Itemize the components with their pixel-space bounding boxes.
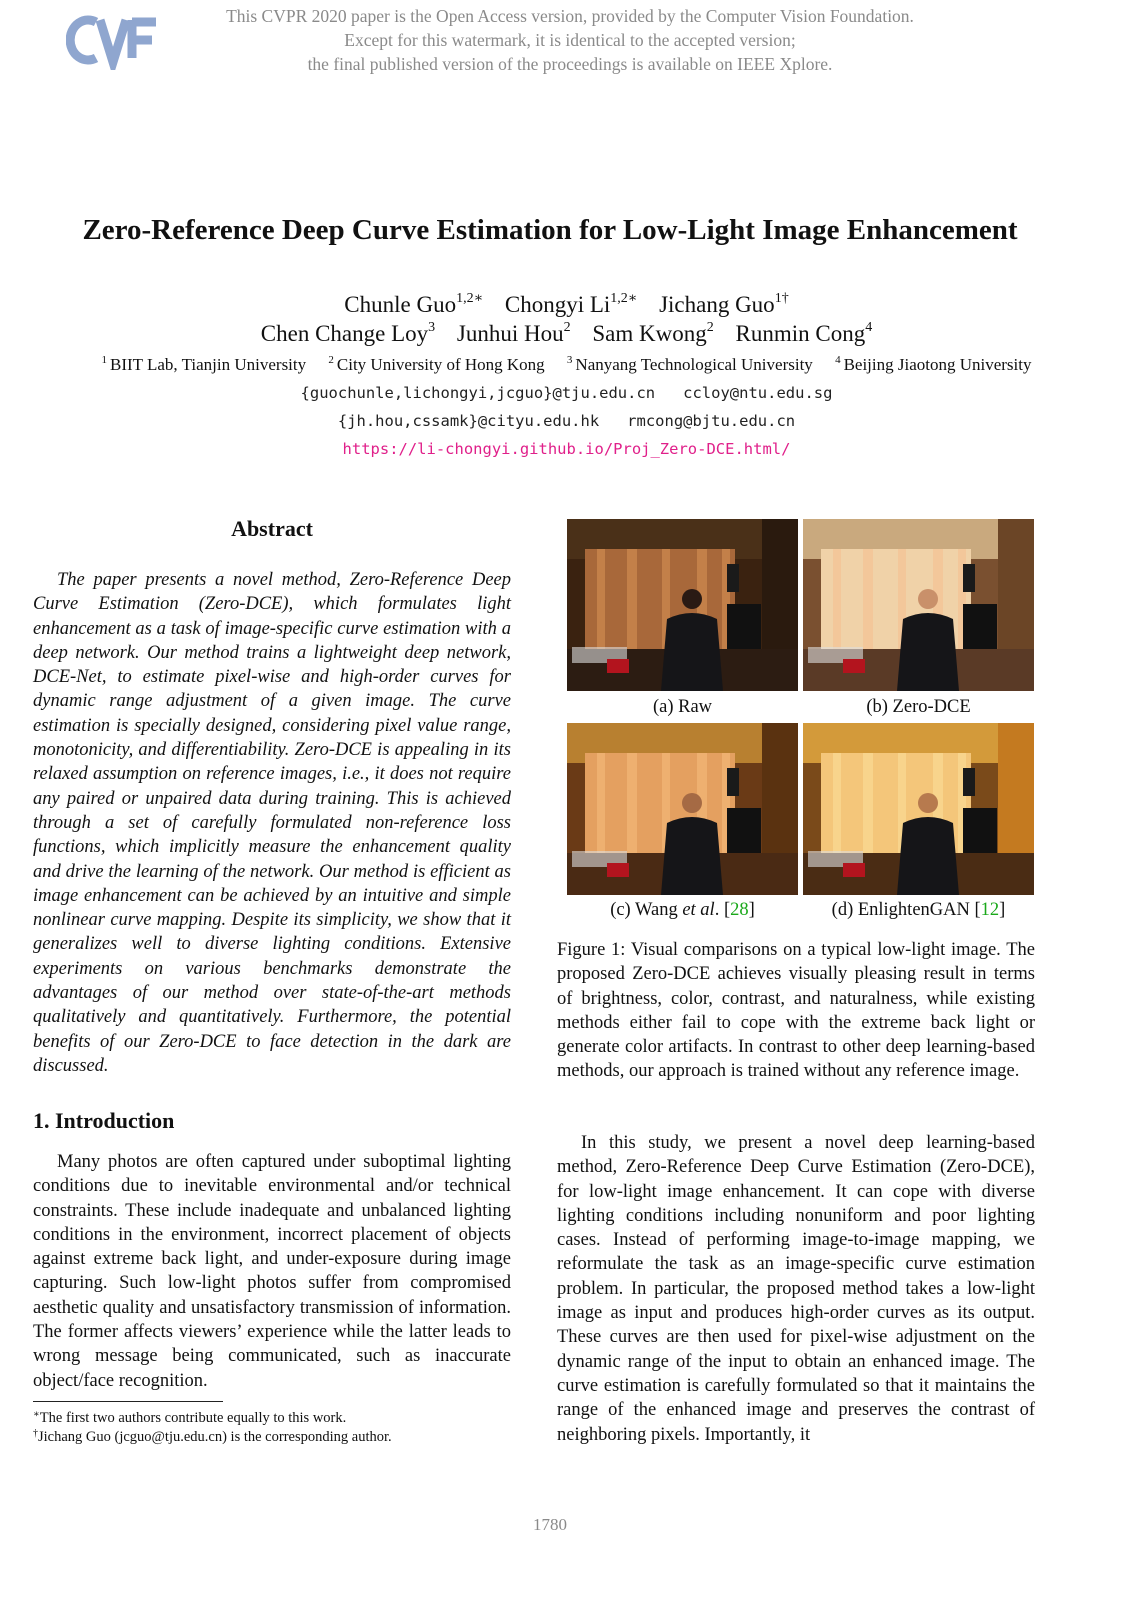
introduction-body-right (557, 1131, 1035, 1447)
project-url-link[interactable]: https://li-chongyi.github.io/Proj_Zero-DCE.html/ (342, 440, 791, 458)
author: Chen Change Loy$^3$ (260, 320, 436, 346)
author: Chongyi $Li^{1,2∗}$ (504, 291, 638, 317)
affiliation: $^3$ Nanyang Technological University (566, 354, 813, 374)
author: Jichang Guo$^{1\dagger}$ (659, 291, 789, 317)
figure-panel-wang-image (567, 723, 798, 895)
watermark-notice (180, 4, 960, 76)
figure-panel-label: (b) Zero-DCE (866, 697, 971, 717)
email: {guochunle,lichongyi,jcguo}@tju.edu.cn (300, 384, 656, 402)
abstract-text: The paper presents a novel method, Zero-Reference Deep Curve Estimation (Zero-DCE), which formulates light enhancement as a task of image-specific curve estimation with a deep network. Our method trains a lightweight deep network, DCE-Net, to estimate pixel-wise and high-order curves for dynamic range adjustment of a given image. The curve estimation is specially designed, considering pixel value range, monotonicity, and differentiability. Zero-DCE is appealing in its relaxed assumption on reference images, i.e., it does not require any paired or unpaired data during training. This is achieved through a set of carefully formulated non-reference loss functions, which implicitly measure the enhancement quality and drive the learning of the network. Our method is efficient as image enhancement can be achieved by an intuitive and simple nonlinear curve mapping. Despite its simplicity, we show that it generalizes well to diverse lighting conditions. Extensive experiments on various benchmarks demonstrate the advantages of our method over state-of-the-art methods qualitatively and quantitatively. Furthermore, the potential benefits of our Zero-DCE to face detection in the dark are discussed. (33, 570, 511, 1076)
email: rmcong@bjtu.edu.cn (627, 412, 796, 430)
footnote: ∗The first two authors contribute equally to this work. (33, 1409, 347, 1426)
author-row (0, 290, 1133, 318)
abstract-heading: Abstract (231, 516, 313, 541)
figure-panel-zero-dce-image (803, 519, 1034, 691)
email: ccloy@ntu.edu.sg (683, 384, 833, 402)
author-row (0, 320, 1133, 347)
author: Runmin Cong$^4$ (735, 320, 873, 346)
affiliation: $^1$ BIIT Lab, Tianjin University (101, 354, 307, 374)
affiliation: $^2$ City University of Hong Kong (328, 354, 545, 374)
author: Sam Kwong$^2$ (592, 320, 714, 346)
introduction-paragraph: In this study, we present a novel deep learning-based method, Zero-Reference Deep Curve Estimation (Zero-DCE), for low-light image enhancement. It can cope with diverse lighting conditions including nonuniform and poor lighting cases. Instead of performing image-to-image mapping, we reformulate the task as an image-specific curve estimation problem. In particular, the proposed method takes a low-light image as input and produces high-order curves as its output. These curves are then used for pixel-wise adjustment on the dynamic range of the input to obtain an enhanced image. The curve estimation is carefully formulated so that it maintains the range of the enhanced image and preserves the contrast of neighboring pixels. Importantly, it (557, 1133, 1035, 1445)
abstract-body (33, 568, 511, 1078)
page-number: 1780 (533, 1515, 567, 1534)
introduction-heading: 1. Introduction (33, 1108, 175, 1133)
author: Chunle Guo$^{1,2∗}$ (344, 291, 484, 317)
introduction-paragraph: Many photos are often captured under suboptimal lighting conditions due to inevitable environmental and/or technical constraints. These include inadequate and unbalanced lighting conditions in the environment, incorrect placement of objects against extreme back light, and under-exposure during image capturing. Such low-light photos suffer from compromised aesthetic quality and unsatisfactory transmission of information. The former affects viewers’ experience while the latter leads to wrong message being communicated, such as inaccurate object/face recognition. (33, 1152, 511, 1391)
footnote: †Jichang Guo (jcguo@tju.edu.cn) is the corresponding author. (33, 1428, 392, 1445)
introduction-body (33, 1150, 511, 1393)
watermark-line: This CVPR 2020 paper is the Open Access version, provided by the Computer Vision Foundation. (226, 6, 914, 26)
author: Junhui Hou$^2$ (456, 320, 571, 346)
figure-panel-label: (c) Wang et al. [28] (610, 900, 755, 920)
watermark-line: Except for this watermark, it is identical to the accepted version; (344, 30, 796, 50)
affiliations (0, 354, 1133, 375)
figure-panel-label: (a) Raw (652, 697, 713, 717)
watermark-line: the final published version of the proceedings is available on IEEE Xplore. (307, 54, 833, 74)
cvf-logo (66, 12, 158, 70)
email: {jh.hou,cssamk}@cityu.edu.hk (337, 412, 600, 430)
figure-panel-raw-image (567, 519, 798, 691)
footnote-rule (33, 1401, 223, 1402)
email-row (0, 412, 1133, 430)
figure-panel-enlightengan-image (803, 723, 1034, 895)
figure-caption: Figure 1: Visual comparisons on a typical low-light image. The proposed Zero-DCE achieves visually pleasing result in terms of brightness, color, contrast, and naturalness, while existing methods either fail to cope with the extreme back light or generate color artifacts. In contrast to other deep learning-based methods, our approach is trained without any reference image. (557, 940, 1035, 1082)
citation-link[interactable]: 28 (730, 900, 749, 920)
paper-title: Zero-Reference Deep Curve Estimation for Low-Light Image Enhancement (82, 214, 1018, 246)
email-row (0, 384, 1133, 402)
affiliation: $^4$ Beijing Jiaotong University (835, 354, 1032, 374)
citation-link[interactable]: 12 (980, 900, 1000, 920)
figure-panel-label: (d) EnlightenGAN [12] (831, 900, 1006, 920)
